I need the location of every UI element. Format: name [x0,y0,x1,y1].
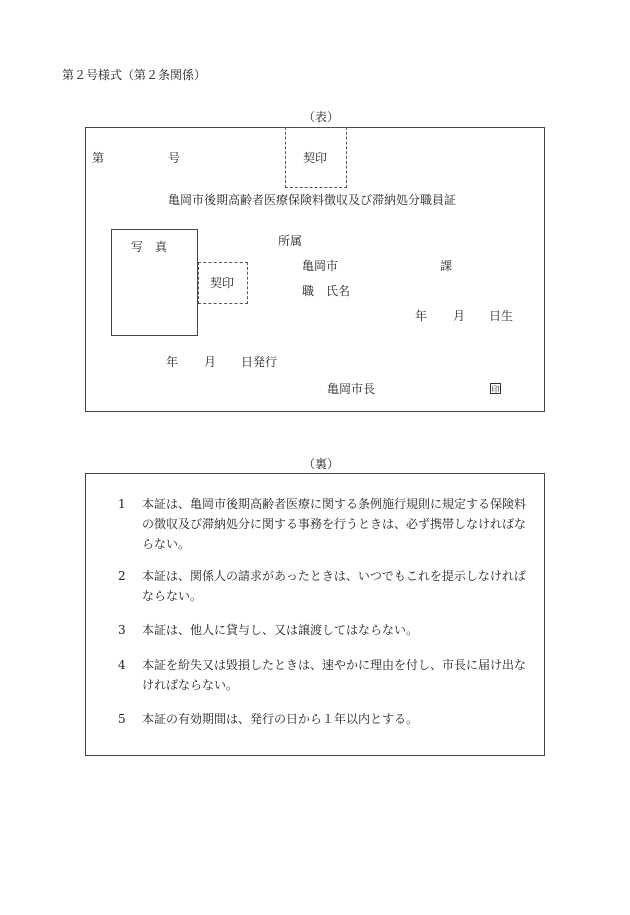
photo-label: 写 真 [131,240,168,254]
back-item-number: 2 [118,569,126,583]
back-item-text: 本証は、亀岡市後期高齢者医療に関する条例施行規則に規定する保険料の徴収及び滞納処分に関する事務を行うときは、必ず携帯しなければならない。 [142,497,527,551]
back-item-2 [118,566,528,606]
number-suffix: 号 [168,151,181,165]
seal-top-label: 契印 [303,151,328,165]
back-item-4 [118,655,528,695]
city-label: 亀岡市 [302,259,339,273]
back-item-number: 3 [118,623,126,637]
mayor-seal-icon: 印 [491,385,500,394]
form-label: 第２号様式（第２条関係） [62,68,207,82]
back-item-text: 本証は、他人に貸与し、又は譲渡してはならない。 [142,623,419,637]
back-item-text: 本証の有効期間は、発行の日から１年以内とする。 [142,712,419,726]
back-item-number: 5 [118,712,126,726]
card-title: 亀岡市後期高齢者医療保険料徴収及び滞納処分職員証 [168,193,457,207]
affiliation-label: 所属 [278,234,303,248]
number-prefix: 第 [92,151,105,165]
birth-year: 年 [415,309,428,323]
mayor-label: 亀岡市長 [327,382,376,396]
birth-day: 日生 [489,309,514,323]
back-item-number: 4 [118,658,126,672]
birth-month: 月 [453,309,466,323]
seal-side-label: 契印 [210,276,235,290]
back-heading: （裏） [303,457,340,471]
position-name-label: 職 氏名 [302,284,351,298]
issue-year: 年 [166,355,179,369]
issue-day: 日発行 [241,355,278,369]
front-heading: （表） [303,110,340,124]
back-item-3 [118,620,528,640]
back-item-text: 本証を紛失又は毀損したときは、速やかに理由を付し、市長に届け出なければならない。 [142,658,527,692]
back-item-5 [118,709,528,729]
back-item-1 [118,494,528,554]
issue-month: 月 [204,355,217,369]
back-item-number: 1 [118,497,126,511]
section-label: 課 [440,259,453,273]
back-item-text: 本証は、関係人の請求があったときは、いつでもこれを提示しなければならない。 [142,569,526,603]
